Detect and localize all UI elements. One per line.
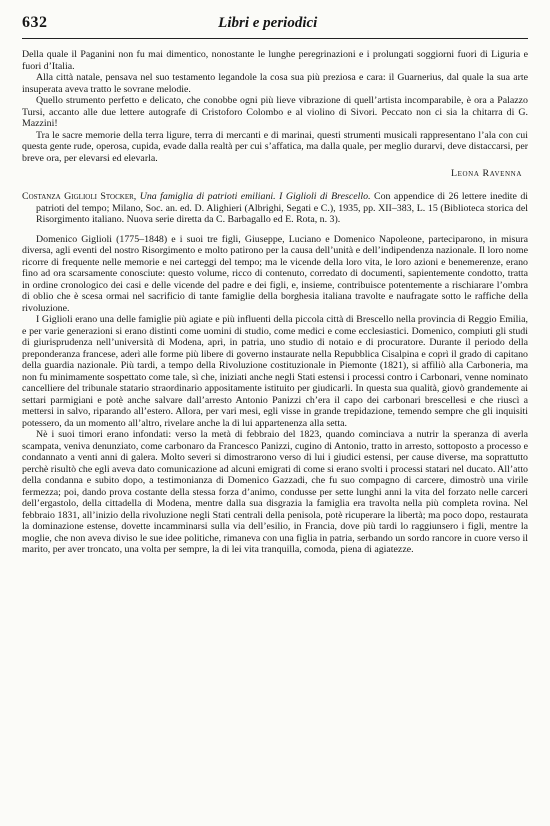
reviewer-signature: Leona Ravenna	[451, 168, 522, 179]
page-header	[22, 14, 528, 39]
paragraph: Alla città natale, pensava nel suo testamento legandole la cosa sua più preziosa e cara: il Guarnerius, dal quale la sua arte insuperata aveva tratto le sovrane melodie.	[22, 72, 528, 95]
paragraph: Quello strumento perfetto e delicato, che conobbe ogni più lieve vibrazione di quell’artista incomparabile, è ora a Palazzo Tursi, accanto alle due lettere autografe di Cristoforo Colombo e al violino di Sivori. Peccato non ci sia la chitarra di G. Mazzini!	[22, 95, 528, 129]
page-number: 632	[22, 14, 48, 31]
paragraph: Della quale il Paganini non fu mai dimentico, nonostante le lunghe peregrinazioni e i prolungati soggiorni fuori di Liguria e fuori d’Italia.	[22, 49, 528, 72]
paragraph: Tra le sacre memorie della terra ligure, terra di mercanti e di marinai, questi strumenti musicali rappresentano l’ala con cui questa gente rude, operosa, cupida, evade dalla realtà per cui s’affatica, ma dalla quale, per meglio durarvi, deve distaccarsi, per breve ora, per elevarsi ed elevarla.	[22, 129, 528, 164]
book-title: Una famiglia di patrioti emiliani. I Giglioli di Brescello.	[139, 191, 371, 202]
review-bibliographic-heading	[22, 191, 528, 226]
book-details: Con appendice di 26 lettere inedite di patrioti del tempo; Milano, Soc. an. ed. D. Alighieri (Albrighi, Segati e C.), 1935, pp. XII–383, L. 15 (Biblioteca storica del Risorgimento italiano. Nuova serie diretta da C. Barbagallo ed E. Rota, n. 3).	[36, 191, 529, 225]
paragraph: Nè i suoi timori erano infondati: verso la metà di febbraio del 1823, quando cominciava a nutrir la speranza di averla scampata, veniva denunziato, come carbonaro da Francesco Panizzi, cugino di Antonio, tratto in arresto, sottoposto a processo e condannato a venti anni di galera. Molto severi si dimostrarono verso di lui i giudici estensi, per cause diverse, ma soprattutto perchè risultò che egli aveva dato comunicazione ad alcuni emigrati di come si erano svolti i processi statari nel ducato. All’atto della condanna e subito dopo, a testimonianza di Domenico Gazzadi, che fu suo compagno di carcere, dimostrò una virile fermezza; poi, dando prova costante della stessa forza d’animo, condusse per sette lunghi anni la vita del forzato nelle carceri dell’ergastolo, della cittadella di Modena, mentre dalla sua disgrazia la famiglia era travolta nella più completa rovina. Nel febbraio 1831, all’inizio della rivoluzione negli Stati centrali della penisola, potè ricuperare la libertà; ma poco dopo, restaurata la dominazione estense, dovette incamminarsi sulla via dell’esilio, in Francia, dove più tardi lo raggiunsero i figli, mentre la moglie, che non aveva diviso le sue idee politiche, rimaneva con una figlia in patria, serbando un sordo rancore in cuore verso il marito, per aver troncato, una volta per sempre, la di lei vita tranquilla, comoda, piena di agiatezze.	[22, 429, 528, 555]
previous-review-text	[22, 49, 528, 164]
review-text	[22, 234, 528, 556]
book-author: Costanza Giglioli Stocker,	[22, 191, 137, 202]
paragraph: Domenico Giglioli (1775–1848) e i suoi tre figli, Giuseppe, Luciano e Domenico Napoleone, parteciparono, in misura diversa, agli eventi del nostro Risorgimento e molto patirono per la causa dell’unità e dell’indipendenza nazionale. Il loro nome ricorre di frequente nelle memorie e nei carteggi del tempo; ma le vicende della loro vita, le loro azioni e benemerenze, erano fino ad ora scarsamente conosciute: questo volume, ricco di contenuto, corredato di documenti, sapientemente condotto, tratta in ordine cronologico dei casi e delle vicende del padre e dei figli, e, insieme, contribuisce potentemente a rischiarare l’ombra di oblio che è scesa ormai nel sacrificio di tante famiglie della borghesia italiana travolte e naufragate sotto le raffiche della rivoluzione.	[22, 233, 528, 314]
running-title: Libri e periodici	[218, 15, 318, 31]
paragraph: I Giglioli erano una delle famiglie più agiate e più influenti della piccola città di Brescello nella provincia di Reggio Emilia, e per varie generazioni si erano distinti come uomini di studio, come medici e come ecclesiastici. Domenico, compiuti gli studi di giurisprudenza nell’università di Modena, aprì, in patria, uno studio di notaio e di procuratore. Durante il periodo della preponderanza francese, aderì alle forme più libere di governo instaurate nella Repubblica Cisalpina e coprì il grado di capitano della guardia nazionale. Più tardi, a tempo della Rivoluzione costituzionale in Piemonte (1821), si affiliò alla Carboneria, ma non fu minimamente sospettato come tale, sì che, iniziati anche negli Stati estensi i processi contro i Carbonari, venne nominato cancelliere del tribunale statario straordinario appositamente istituito per giudicarli. In questa sua qualità, giovò grandemente ai settari parmigiani e potè anche salvare dall’arresto Antonio Panizzi ch’era il capo dei carbonari brescellesi e che riuscì a mettersi in salvo, riparando all’estero. Allora, per vari mesi, egli visse in grande trepidazione, temendo sempre che gli inquisiti potessero, da un momento all’altro, rivelare anche la di lui appartenenza alla setta.	[22, 314, 528, 429]
